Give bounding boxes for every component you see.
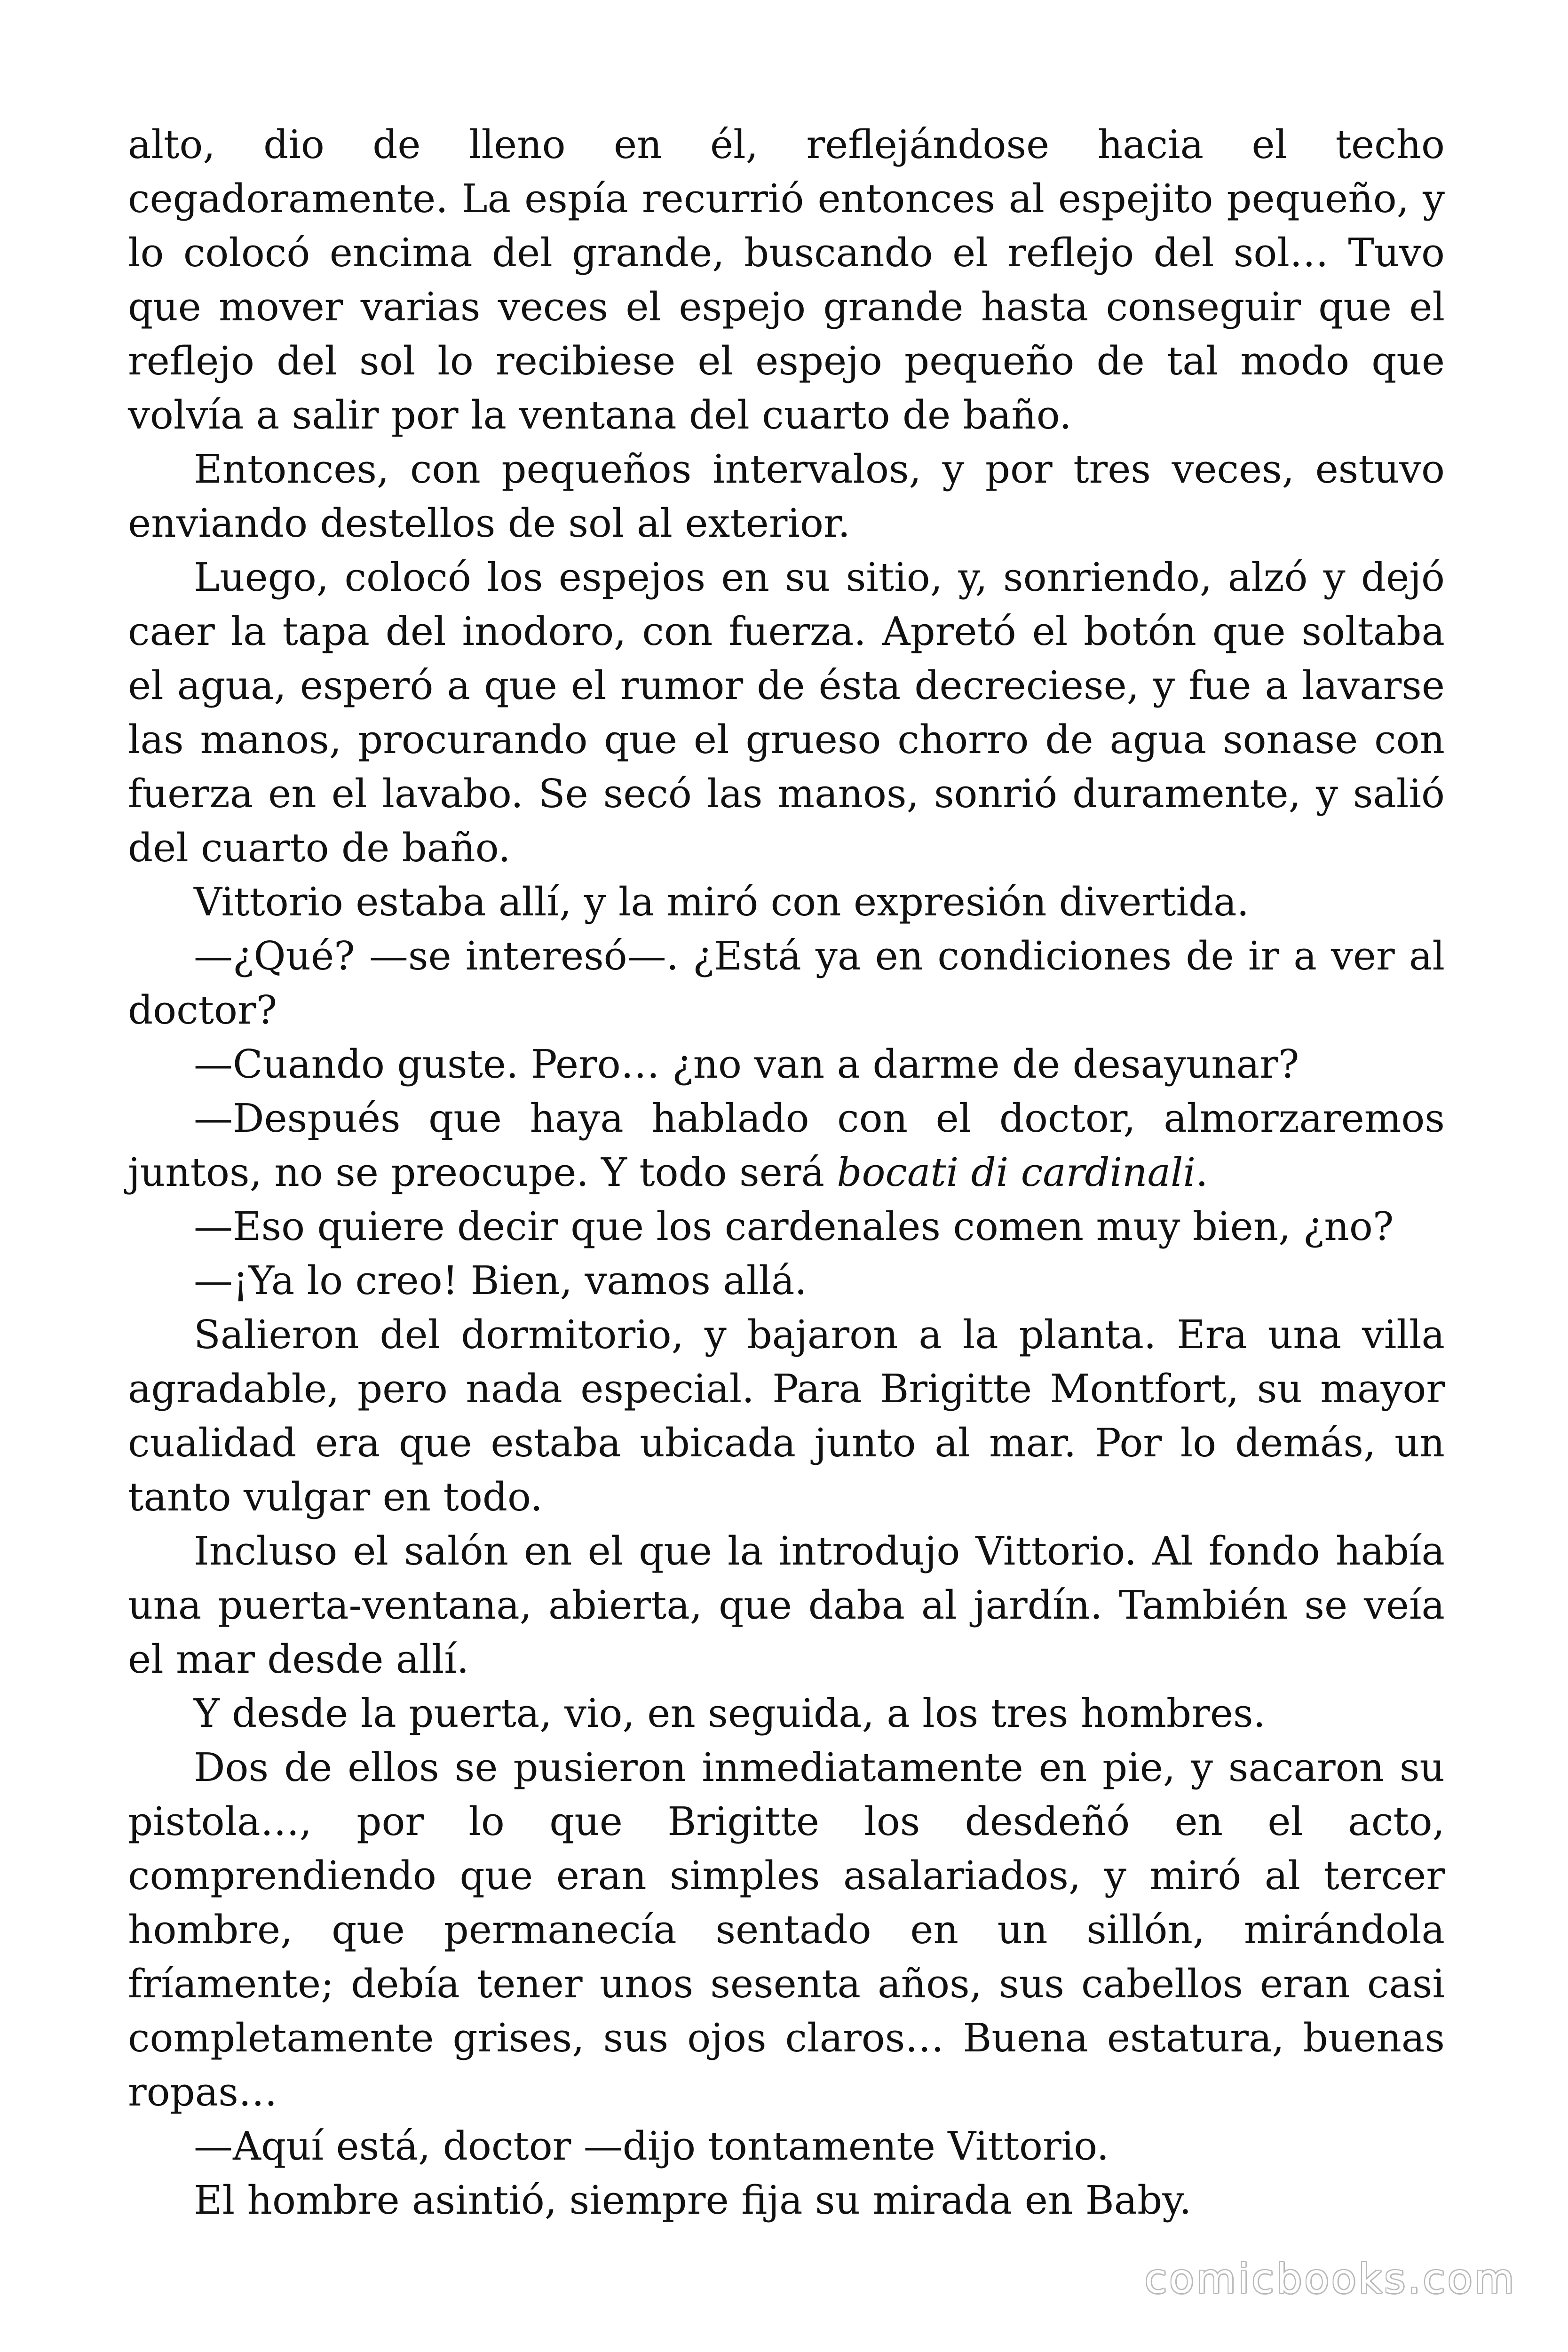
- dialogue-paragraph: —Eso quiere decir que los cardenales comen muy bien, ¿no?: [194, 1204, 1394, 1249]
- paragraph: Y desde la puerta, vio, en seguida, a los tres hombres.: [194, 1691, 1266, 1736]
- dialogue-paragraph: [128, 1091, 1445, 1200]
- paragraph: Luego, colocó los espejos en su sitio, y, sonriendo, alzó y dejó caer la tapa del inodoro, con fuerza. Apretó el botón que soltaba el agua, esperó a que el rumor de ésta decreciese, y fue a lavarse las manos, procurando que el grueso chorro de agua sonase con fuerza en el lavabo. Se secó las manos, sonrió duramente, y salió del cuarto de baño.: [128, 555, 1445, 871]
- book-page-text: [128, 118, 1445, 2227]
- paragraph-text: —Después que haya hablado con el doctor, almorzaremos juntos, no se preocupe. Y todo será: [128, 1096, 1445, 1195]
- watermark: comicbooks.com: [1144, 2256, 1516, 2303]
- paragraph: Entonces, con pequeños intervalos, y por tres veces, estuvo enviando destellos de sol al exterior.: [128, 446, 1445, 546]
- dialogue-paragraph: —Aquí está, doctor —dijo tontamente Vittorio.: [194, 2123, 1109, 2169]
- paragraph: Salieron del dormitorio, y bajaron a la planta. Era una villa agradable, pero nada especial. Para Brigitte Montfort, su mayor cualidad era que estaba ubicada junto al mar. Por lo demás, un tanto vulgar en todo.: [128, 1312, 1445, 1520]
- paragraph: El hombre asintió, siempre fija su mirada en Baby.: [194, 2177, 1192, 2223]
- paragraph: Vittorio estaba allí, y la miró con expresión divertida.: [194, 879, 1250, 925]
- dialogue-paragraph: —¡Ya lo creo! Bien, vamos allá.: [194, 1258, 807, 1303]
- paragraph: Dos de ellos se pusieron inmediatamente en pie, y sacaron su pistola…, por lo que Brigitte los desdeñó en el acto, comprendiendo que eran simples asalariados, y miró al tercer hombre, que permanecía sentado en un sillón, mirándola fríamente; debía tener unos sesenta años, sus cabellos eran casi completamente grises, sus ojos claros… Buena estatura, buenas ropas…: [128, 1745, 1445, 2115]
- paragraph: alto, dio de lleno en él, reflejándose hacia el techo cegadoramente. La espía recurrió entonces al espejito pequeño, y lo colocó encima del grande, buscando el reflejo del sol… Tuvo que mover varias veces el espejo grande hasta conseguir que el reflejo del sol lo recibiese el espejo pequeño de tal modo que volvía a salir por la ventana del cuarto de baño.: [128, 122, 1445, 438]
- dialogue-paragraph: —Cuando guste. Pero… ¿no van a darme de desayunar?: [194, 1041, 1299, 1087]
- paragraph-text: .: [1196, 1150, 1208, 1195]
- paragraph: Incluso el salón en el que la introdujo Vittorio. Al fondo había una puerta-ventana, abierta, que daba al jardín. También se veía el mar desde allí.: [128, 1528, 1445, 1682]
- dialogue-paragraph: —¿Qué? —se interesó—. ¿Está ya en condiciones de ir a ver al doctor?: [128, 933, 1445, 1033]
- italic-phrase: bocati di cardinali: [837, 1150, 1196, 1195]
